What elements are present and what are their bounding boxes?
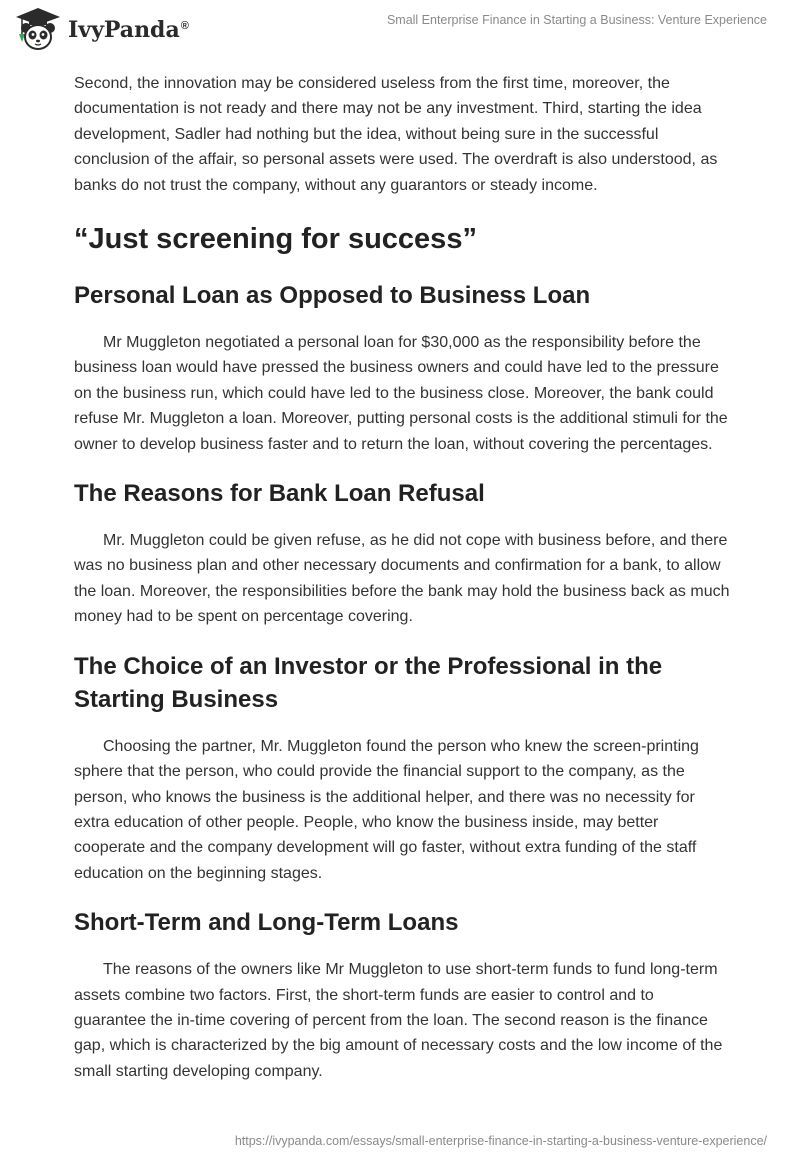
logo[interactable] xyxy=(14,6,189,52)
section-heading-investor-choice: The Choice of an Investor or the Professional in the Starting Business xyxy=(74,652,663,713)
section-heading-loans: Short-Term and Long-Term Loans xyxy=(74,909,459,937)
intro-paragraph: Second, the innovation may be considered useless from the first time, moreover, the documentation is not ready and there may not be any investment. Third, starting the idea development, Sadler had nothing but the idea, without being sure in the successful conclusion of the affair, so personal assets were used. The overdraft is also understood, as banks do not trust the company, without any guarantors or steady income. xyxy=(74,75,718,194)
source-url[interactable]: https://ivypanda.com/essays/small-enterprise-finance-in-starting-a-business-venture-experience/ xyxy=(234,1134,767,1148)
main-heading: “Just screening for success” xyxy=(74,223,477,256)
section-text-investor-choice: Choosing the partner, Mr. Muggleton found the person who knew the screen-printing sphere that the person, who could provide the financial support to the company, as the person, who knows the business is the additional helper, and there was no necessity for extra education of other people. People, who know the business inside, may better cooperate and the company development will go faster, without extra funding of the staff education on the beginning stages. xyxy=(74,737,699,882)
section-text-bank-refusal: Mr. Muggleton could be given refuse, as he did not cope with business before, and there was no business plan and other necessary documents and confirmation for a bank, to allow the loan. Moreover, the responsibilities before the bank may hold the business back as much money had to be spent on percentage covering. xyxy=(74,532,730,626)
essay-content xyxy=(74,71,730,1084)
section-text-loans: The reasons of the owners like Mr Muggleton to use short-term funds to fund long-term assets combine two factors. First, the short-term funds are easier to control and to guarantee the in-time covering of percent from the loan. The second reason is the finance gap, which is characterized by the big amount of necessary costs and the low income of the small starting developing company. xyxy=(74,961,723,1080)
section-heading-personal-loan: Personal Loan as Opposed to Business Loan xyxy=(74,282,591,310)
panda-graduate-icon xyxy=(14,6,62,52)
section-heading-bank-refusal: The Reasons for Bank Loan Refusal xyxy=(74,480,485,508)
page-header xyxy=(0,0,800,60)
brand-name: IvyPanda® xyxy=(68,17,189,43)
document-title: Small Enterprise Finance in Starting a Business: Venture Experience xyxy=(386,13,767,27)
section-text-personal-loan: Mr Muggleton negotiated a personal loan for $30,000 as the responsibility before the business loan would have pressed the business owners and could have led to the pressure on the business run, which could have led to the business close. Moreover, the bank could refuse Mr. Muggleton a loan. Moreover, putting personal costs is the additional stimuli for the owner to develop business faster and to return the loan, without covering the percentages. xyxy=(74,334,728,453)
registered-mark: ® xyxy=(180,19,189,32)
